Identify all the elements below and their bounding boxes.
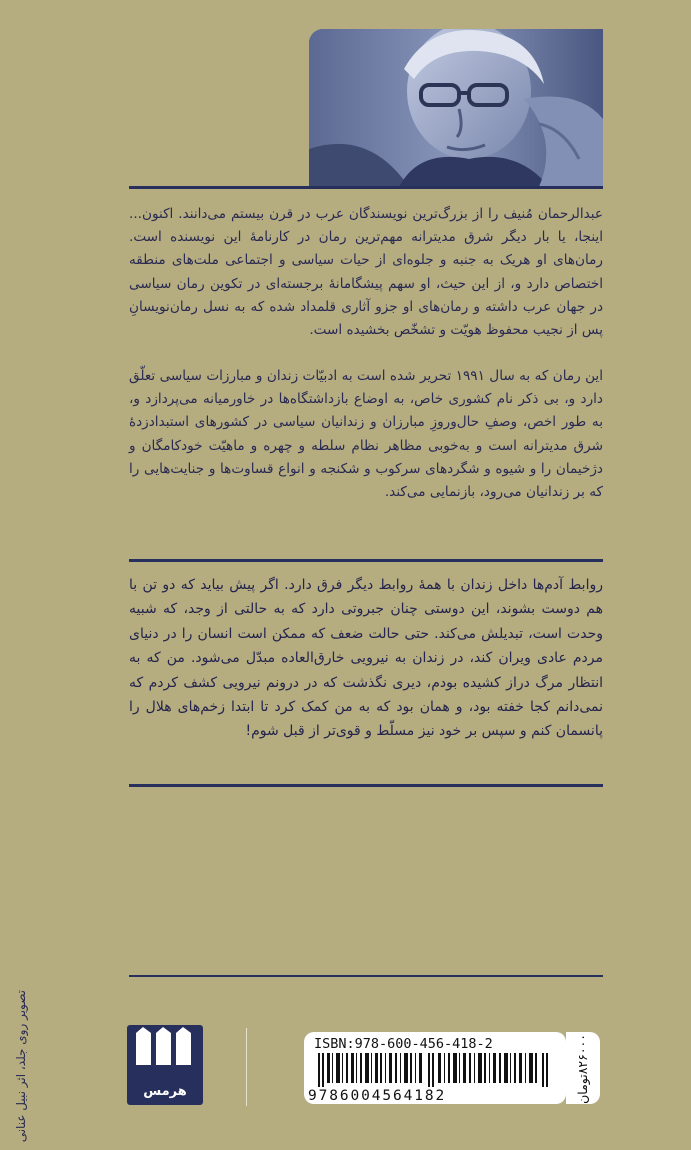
price-panel bbox=[566, 1032, 600, 1104]
excerpt-quote: روابط آدم‌ها داخل زندان با همهٔ روابط دیگر فرق دارد. اگر پیش بیاید که دو تن با هم دوست بشوند، این دوستی چنان جبروتی دارد که به حالتی از وجد، که شبیه وحدت است، تبدیلش می‌کند. حتی حالت ضعف که ممکن است انسان را در دنیای مردم عادی ویران کند، در زندان به نیرویی خارق‌العاده مبدّل می‌شود. من که به انتظار مرگ دراز کشیده بودم، دیری نگذشت که در درونم نیرویی کشف کردم که نمی‌دانم کجا خفته بود، و همان بود که به من کمک کرد تا ابتدا زخم‌های هلال را پانسمان کنم و سپس بر خود نیز مسلّط و قوی‌تر از قبل شوم! bbox=[129, 577, 603, 740]
barcode-panel bbox=[304, 1032, 566, 1104]
author-portrait-image bbox=[309, 29, 603, 187]
bio-paragraph-2: این رمان که به سال ۱۹۹۱ تحریر شده است به ادبیّات زندان و مبارزات سیاسی تعلّق دارد و، بی ذکر نام کشوری خاص، به اوضاع بازداشتگاه‌ها در خاورمیانه می‌پردازد و، به طور اخص، وصفِ حال‌وروزِ مبارزان و زندانیان سیاسی در کشورهای استبدادزدهٔ شرق مدیترانه است و به‌خوبی مظاهر نظام سلطه و چهره و ماهیّت خودکامگان و دژخیمان را و شیوه و شگردهای سرکوب و شکنجه و انواع قساوت‌ها و جنایت‌هایی را که بر زندانیان می‌رود، بازنمایی می‌کند. bbox=[129, 368, 603, 501]
author-photo bbox=[309, 29, 603, 187]
footer-divider bbox=[129, 975, 603, 977]
publisher-logo bbox=[127, 1025, 203, 1105]
top-divider bbox=[129, 186, 603, 189]
bio-paragraph-1: عبدالرحمان مُنیف را از بزرگ‌ترین نویسندگان عرب در قرن بیستم می‌دانند. اکنون... اینجا، یا بار دیگر شرق مدیترانه مهم‌ترین رمان در کارنامهٔ این نویسنده است. رمان‌های او هریک به جنبه و جلوه‌ای از حیات سیاسی و اجتماعی ملت‌های منطقه اختصاص دارد و، از این حیث، او سهم پیشگامانهٔ برجسته‌ای در تکوین رمان سیاسی در جهان عرب داشته و رمان‌های او جزو آثاری قلمداد شده که به نسل رمان‌نویسانِ پس از نجیب محفوظ هویّت و تشخّص بخشیده است. bbox=[129, 206, 603, 339]
three-book-bars-icon bbox=[127, 1025, 203, 1075]
cover-credit: تصویر روی جلد، اثر نبیل عنانی bbox=[14, 990, 28, 1143]
quote-top-divider bbox=[129, 559, 603, 562]
barcode-icon bbox=[318, 1053, 552, 1087]
price-label: ۸۲۶۰۰۰تومان bbox=[575, 1034, 590, 1104]
footer-separator bbox=[246, 1028, 247, 1106]
quote-bottom-divider bbox=[129, 784, 603, 787]
barcode-digits: 9786004564182 bbox=[308, 1088, 447, 1104]
publisher-name: هرمس bbox=[143, 1084, 187, 1099]
isbn-label: ISBN:978-600-456-418-2 bbox=[314, 1036, 493, 1052]
